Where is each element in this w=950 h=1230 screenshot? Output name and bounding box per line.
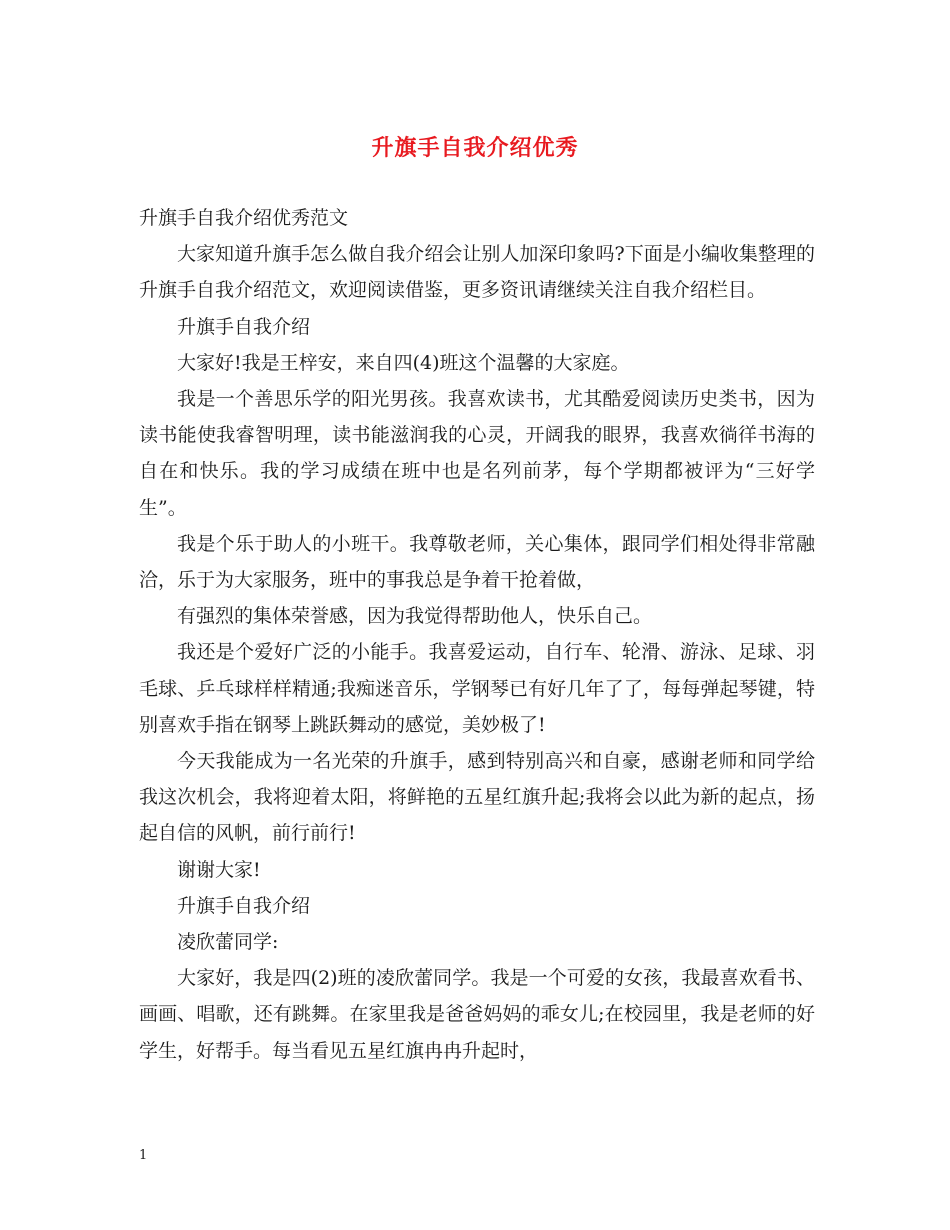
paragraph: 大家好!我是王梓安，来自四(4)班这个温馨的大家庭。 bbox=[177, 351, 630, 374]
paragraph: 我是一个善思乐学的阳光男孩。我喜欢读书，尤其酷爱阅读历史类书，因为读书能使我睿智明理，读书能滋润我的心灵，开阔我的眼界，我喜欢徜徉书海的自在和快乐。我的学习成绩在班中也是名列前茅，每个学期都被评为“三好学生”。 bbox=[139, 388, 815, 519]
paragraph: 大家好，我是四(2)班的凌欣蕾同学。我是一个可爱的女孩，我最喜欢看书、画画、唱歌，还有跳舞。在家里我是爸爸妈妈的乖女儿;在校园里，我是老师的好学生，好帮手。每当看见五星红旗冉冉升起时， bbox=[139, 967, 815, 1062]
paragraph: 我是个乐于助人的小班干。我尊敬老师，关心集体，跟同学们相处得非常融洽，乐于为大家服务，班中的事我总是争着干抢着做， bbox=[139, 532, 815, 592]
paragraph: 谢谢大家! bbox=[177, 858, 261, 881]
paragraph: 今天我能成为一名光荣的升旗手，感到特别高兴和自豪，感谢老师和同学给我这次机会，我将迎着太阳，将鲜艳的五星红旗升起;我将会以此为新的起点，扬起自信的风帆，前行前行! bbox=[139, 750, 815, 845]
document-body bbox=[139, 200, 815, 1069]
page-number: 1 bbox=[139, 1148, 148, 1163]
section-heading: 升旗手自我介绍 bbox=[177, 315, 311, 338]
paragraph: 凌欣蕾同学: bbox=[177, 931, 279, 954]
paragraph: 升旗手自我介绍优秀范文 bbox=[139, 207, 349, 229]
paragraph: 我还是个爱好广泛的小能手。我喜爱运动，自行车、轮滑、游泳、足球、羽毛球、乒乓球样样精通;我痴迷音乐，学钢琴已有好几年了了，每每弹起琴键，特别喜欢手指在钢琴上跳跃舞动的感觉，美妙极了! bbox=[139, 641, 815, 736]
paragraph: 有强烈的集体荣誉感，因为我觉得帮助他人，快乐自己。 bbox=[177, 605, 653, 628]
section-heading: 升旗手自我介绍 bbox=[177, 894, 311, 917]
paragraph: 大家知道升旗手怎么做自我介绍会让别人加深印象吗?下面是小编收集整理的升旗手自我介绍范文，欢迎阅读借鉴，更多资讯请继续关注自我介绍栏目。 bbox=[139, 243, 815, 302]
document-title: 升旗手自我介绍优秀 bbox=[371, 135, 579, 161]
